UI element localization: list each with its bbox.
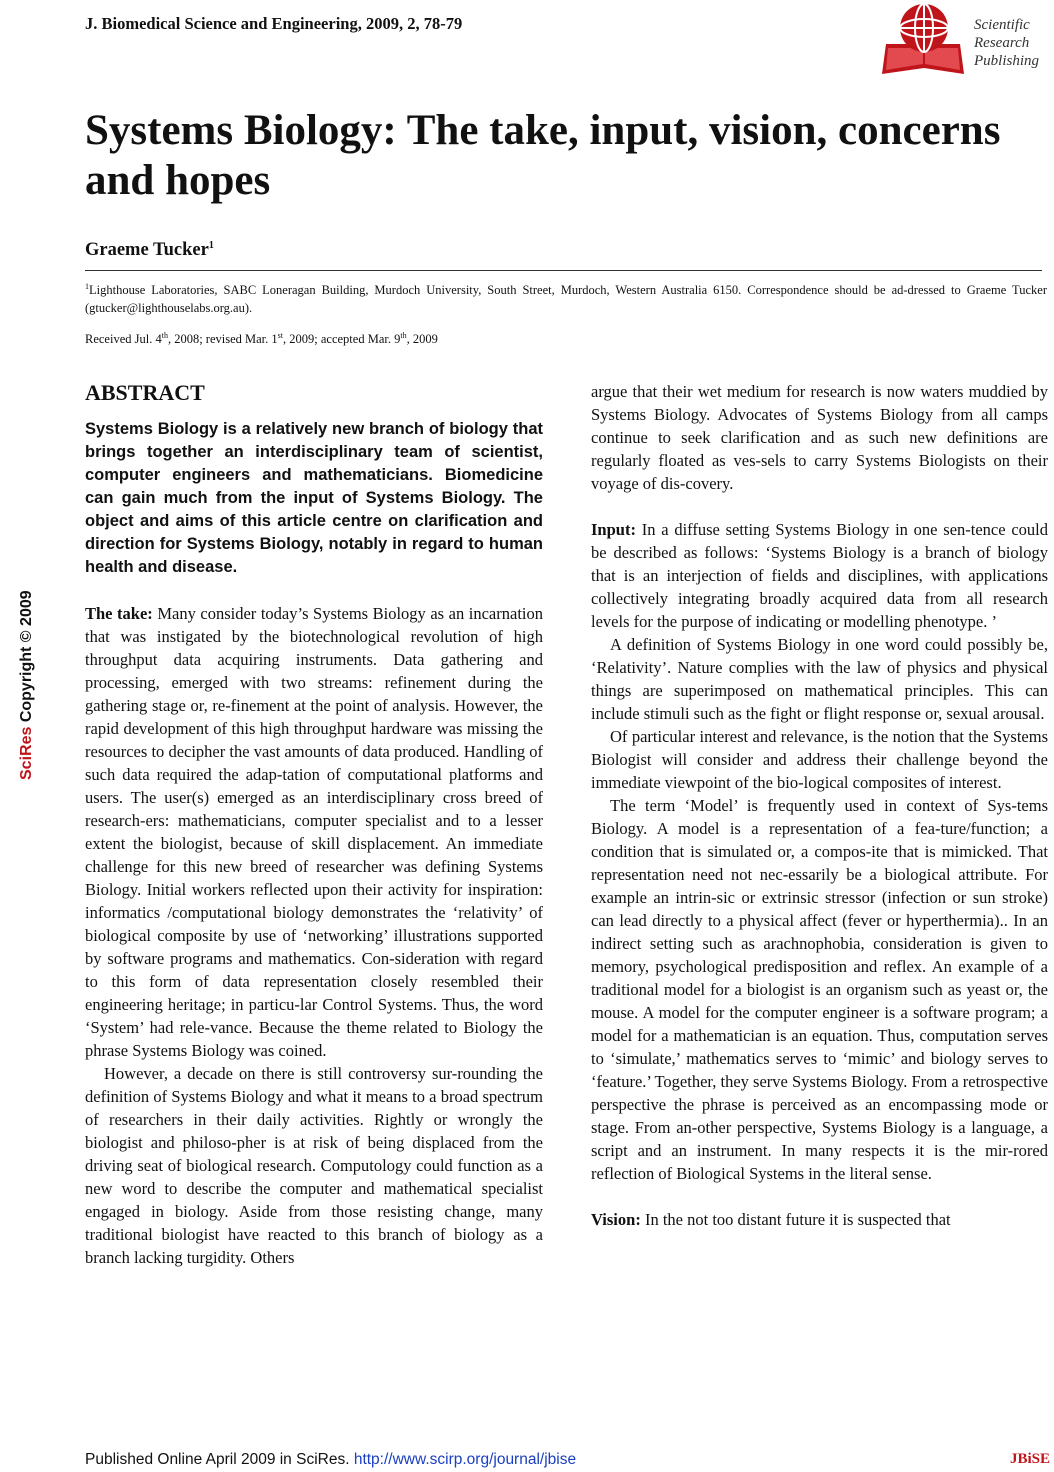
- vision-heading: Vision:: [591, 1210, 641, 1229]
- author-superscript: 1: [208, 240, 214, 251]
- input-heading: Input:: [591, 520, 636, 539]
- take-paragraph: [85, 602, 543, 1062]
- affiliation: [85, 278, 1047, 317]
- received-sup: th: [161, 331, 168, 340]
- received-part: , 2008; revised Mar. 1: [167, 332, 278, 347]
- interest-paragraph: Of particular interest and relevance, is the notion that the Systems Biologist will consider and address their challenge beyond the immediate viewpoint of the bio-logical composites of interest.: [591, 727, 1048, 792]
- scientific-research-publishing-logo: [878, 0, 1054, 76]
- side-copyright-text: [18, 590, 36, 780]
- take-text: Many consider today’s Systems Biology as an incarnation that was instigated by the biotechnological revolution of high throughput data acquiring instruments. Data gathering and processing, emerged with two streams: refinement during the gathering stage or, re-finement at the point of analysis. However, the rapid development of this high throughput hardware was missing the resources to decipher the vast amounts of data produced. Handling of such data required the adap-tation of computational platforms and users. The user(s) emerged as an interdisciplinary cross breed of research-ers: mathematicians, computer specialist and to a lesser extent the biologist, because of skill displacement. An immediate challenge for this new breed of researcher was defining Systems Biology. Initial workers reflected upon their activity for inspiration: informatics /computational biology demonstrates the ‘relativity’ of biological composite by use of ‘networking’ illustrations supported by software programs and mathematics. Con-sideration with regard to this form of data representation closely resembled their engineering heritage; in particu-lar Control Systems. Thus, the word ‘System’ had rele-vance. Because the theme related to Biology the phrase Systems Biology was coined.: [85, 604, 543, 1060]
- vision-text: In the not too distant future it is suspected that: [640, 1210, 951, 1229]
- affiliation-text: Lighthouse Laboratories, SABC Loneragan Building, Murdoch University, South Street, Murdoch, Western Australia 6150. Correspondence should be ad-dressed to Graeme Tucker (gtucker@lighthouselabs.org.au).: [85, 283, 1047, 316]
- publisher-wordmark: [974, 16, 1039, 70]
- continued-paragraph: argue that their wet medium for research is now waters muddied by Systems Biology. Advocates of Systems Biology from all camps continue to seek clarification and as such new definitions are regularly floated as ves-sels to carry Systems Biologists on their voyage of dis-covery.: [591, 382, 1048, 493]
- sires-brand: SciRes: [18, 726, 35, 780]
- left-column: [85, 380, 543, 1269]
- abstract-body: Systems Biology is a relatively new branch of biology that brings together an interdisciplinary team of scientist, computer engineers and mathematicians. Biomedicine can gain much from the input of Systems Biology. The object and aims of this article centre on clarification and direction for Systems Biology, notably in regard to human health and disease.: [85, 420, 543, 576]
- received-part: Received Jul. 4: [85, 332, 162, 347]
- logo-line: Publishing: [974, 53, 1040, 69]
- journal-url-link[interactable]: http://www.scirp.org/journal/jbise: [353, 1451, 577, 1468]
- vision-paragraph: [591, 1208, 1048, 1231]
- received-part: , 2009; accepted Mar. 9: [283, 332, 401, 347]
- abstract-heading: ABSTRACT: [85, 380, 205, 405]
- logo-line: Scientific: [974, 17, 1030, 33]
- author-name: [85, 240, 214, 261]
- received-part: , 2009: [406, 332, 438, 347]
- page-footer: [85, 1451, 1050, 1469]
- copyright-notice: Copyright © 2009: [18, 590, 35, 727]
- globe-book-icon: [878, 0, 968, 76]
- relativity-paragraph: A definition of Systems Biology in one word could possibly be, ‘Relativity’. Nature complies with the law of physics and physical things are superimposed on mathematical principles. This can include stimuli such as the fight or flight response or, sexual arousal.: [591, 635, 1048, 723]
- model-paragraph: The term ‘Model’ is frequently used in context of Sys-tems Biology. A model is a representation of a fea-ture/function; a condition that is simulated or, a compos-ite that is mimicked. That representation need not nec-essarily be a biological attribute. For example an intrin-sic or extrinsic stressor (infection or sun stroke) can lead directly to a physical affect (fever or hyperthermia).. In an indirect setting such as arachnophobia, consideration is given to memory, psychological predisposition and reflex. An example of a traditional model for a biologist is an organism such as yeast or, the mouse. A model for the computer engineer is a software program; a model for a mathematician is an equation. Thus, computation serves to ‘simulate,’ mathematics serves to ‘mimic’ and biology serves to ‘feature.’ Together, they serve Systems Biology. From a retrospective perspective the phrase is perceived as an encompassing mode or stage. From an-other perspective, Systems Biology is a language, a script and an instrument. In many respects it is the mir-rored reflection of Biological Systems in the literal sense.: [591, 796, 1048, 1183]
- header-divider: [85, 270, 1042, 271]
- journal-abbreviation: JBiSE: [1009, 1451, 1050, 1467]
- affiliation-superscript: 1: [85, 282, 89, 291]
- received-dates: [85, 331, 438, 347]
- controversy-paragraph: However, a decade on there is still controversy sur-rounding the definition of Systems Biology and what it means to a broad spectrum of researchers in their daily activities. Rightly or wrongly the biologist and philoso-pher is at risk of being displaced from the driving seat of biological research. Computology could function as a new word to describe the computer and mathematical specialist engaged in biology. Aside from those resisting change, many traditional biologist have reacted to this branch of biology as a branch lacking turgidity. Others: [85, 1064, 543, 1267]
- take-heading: The take:: [85, 604, 153, 623]
- input-paragraph: [591, 518, 1048, 633]
- article-title: Systems Biology: The take, input, vision, concerns and hopes: [85, 107, 1001, 204]
- logo-line: Research: [974, 35, 1030, 51]
- received-sup: st: [277, 331, 284, 340]
- journal-citation: J. Biomedical Science and Engineering, 2009, 2, 78-79: [85, 14, 463, 33]
- published-online: Published Online April 2009 in SciRes.: [85, 1451, 354, 1468]
- author-text: Graeme Tucker: [85, 240, 209, 261]
- received-sup: th: [400, 331, 407, 340]
- input-text: In a diffuse setting Systems Biology in one sen-tence could be described as follows: ‘Systems Biology is a branch of biology that is an interjection of fields and disciplines, with applications collectively integrating broadly acquired data from all research levels for the purpose of indicating or modelling phenotype. ’: [591, 520, 1048, 631]
- right-column: [591, 380, 1048, 1231]
